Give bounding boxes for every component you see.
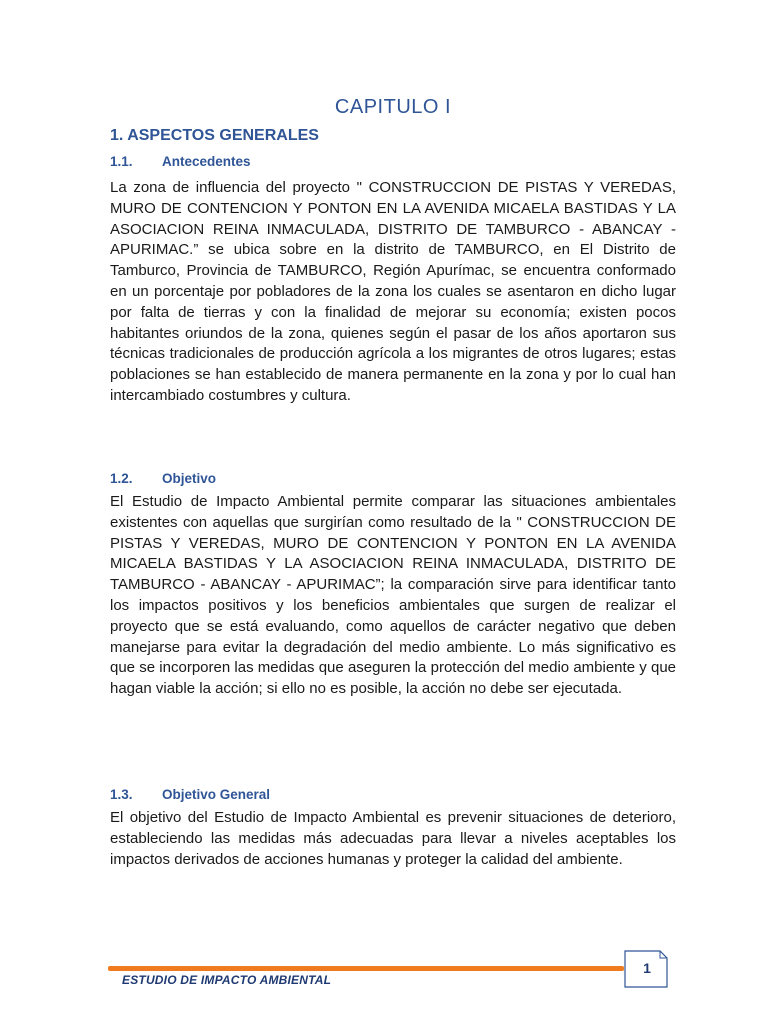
subsection-title: Objetivo	[162, 471, 217, 486]
subsection-number: 1.1.	[110, 154, 133, 169]
subsection-title: Objetivo General	[162, 787, 271, 802]
subsection-heading-objetivo	[110, 471, 216, 486]
section-heading-aspectos-generales: 1. ASPECTOS GENERALES	[110, 127, 319, 144]
subsection-number: 1.3.	[110, 787, 133, 802]
subsection-number: 1.2.	[110, 471, 133, 486]
subsection-title: Antecedentes	[162, 154, 251, 169]
chapter-title: CAPITULO I	[334, 96, 452, 118]
footer-divider	[108, 966, 624, 971]
footer-label: ESTUDIO DE IMPACTO AMBIENTAL	[122, 973, 332, 987]
subsection-heading-antecedentes	[110, 154, 251, 169]
paragraph-objetivo-general: El objetivo del Estudio de Impacto Ambiental es prevenir situaciones de deterioro, estableciendo las medidas más adecuadas para llevar a niveles aceptables los impactos derivados de acciones humanas y proteger la calidad del ambiente.	[110, 809, 676, 868]
paragraph-objetivo: El Estudio de Impacto Ambiental permite comparar las situaciones ambientales existentes con aquellas que surgirían como resultado de la " CONSTRUCCION DE PISTAS Y VEREDAS, MURO DE CONTENCION Y PONTON EN LA AVENIDA MICAELA BASTIDAS Y LA ASOCIACION REINA INMACULADA, DISTRITO DE TAMBURCO - ABANCAY - APURIMAC”; la comparación sirve para identificar tanto los impactos positivos y los beneficios ambientales que surgen de realizar el proyecto que se está evaluando, como aquellos de carácter negativo que deben manejarse para evitar la degradación del medio ambiente. Lo más significativo es que se incorporen las medidas que aseguren la protección del medio ambiente y que hagan viable la acción; si ello no es posible, la acción no debe ser ejecutada.	[110, 493, 676, 698]
page-number: 1	[643, 960, 651, 976]
paragraph-antecedentes: La zona de influencia del proyecto " CONSTRUCCION DE PISTAS Y VEREDAS, MURO DE CONTENCION Y PONTON EN LA AVENIDA MICAELA BASTIDAS Y LA ASOCIACION REINA INMACULADA, DISTRITO DE TAMBURCO - ABANCAY - APURIMAC.” se ubica sobre en la distrito de TAMBURCO, en El Distrito de Tamburco, Provincia de TAMBURCO, Región Apurímac, se encuentra conformado en un porcentaje por pobladores de la zona los cuales se asentaron en dicho lugar por falta de tierras y con la finalidad de mejorar su economía; existen pocos habitantes oriundos de la zona, quienes según el pasar de los años aportaron sus técnicas tradicionales de producción agrícola a los migrantes de otros lugares; estas poblaciones se han establecido de manera permanente en la zona y por lo cual han intercambiado costumbres y cultura.	[110, 179, 676, 404]
subsection-heading-objetivo-general	[110, 787, 270, 802]
